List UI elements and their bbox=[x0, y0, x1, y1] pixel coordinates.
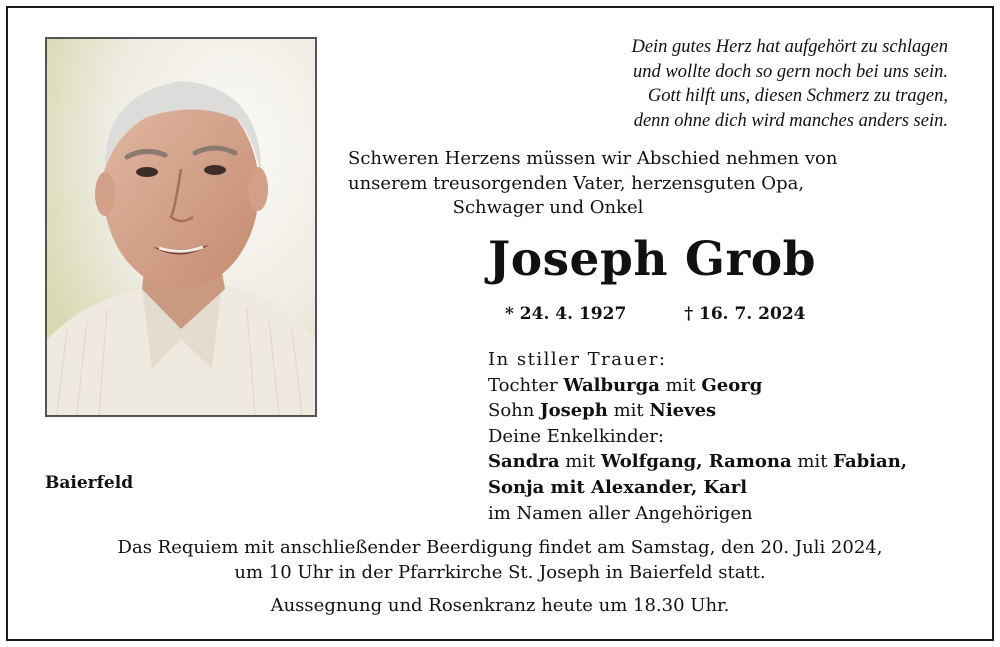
rosary-line: Aussegnung und Rosenkranz heute um 18.30 Uhr. bbox=[270, 595, 730, 616]
portrait-photo bbox=[45, 37, 317, 417]
mourner-line bbox=[488, 373, 907, 399]
life-dates bbox=[505, 304, 806, 324]
poem-line: Dein gutes Herz hat aufgehört zu schlagen bbox=[631, 37, 948, 57]
portrait-illustration bbox=[47, 39, 315, 415]
mourner-conjunction: mit bbox=[791, 451, 834, 473]
mourner-name: Fabian, bbox=[833, 451, 908, 473]
deceased-name: Joseph Grob bbox=[488, 232, 816, 287]
mourners-list bbox=[488, 347, 907, 526]
poem-line: Gott hilft uns, diesen Schmerz zu tragen, bbox=[647, 86, 948, 106]
funeral-line: um 10 Uhr in der Pfarrkirche St. Joseph in Baierfeld statt. bbox=[234, 561, 766, 583]
mourners-closing: im Namen aller Angehörigen bbox=[488, 502, 753, 524]
mourner-line bbox=[488, 475, 907, 501]
birth-date: * 24. 4. 1927 bbox=[505, 304, 627, 324]
poem-line: und wollte doch so gern noch bei uns sein. bbox=[633, 61, 948, 82]
announcement-intro bbox=[348, 147, 838, 221]
funeral-line: Das Requiem mit anschließender Beerdigung findet am Samstag, den 20. Juli 2024, bbox=[117, 537, 883, 558]
memorial-poem bbox=[631, 35, 948, 133]
death-date: † 16. 7. 2024 bbox=[684, 304, 806, 324]
mourner-conjunction: mit bbox=[559, 451, 601, 473]
mourner-name: Walburga bbox=[563, 374, 660, 396]
intro-line: Schweren Herzens müssen wir Abschied nehmen von bbox=[348, 148, 838, 169]
mourner-line bbox=[488, 398, 907, 424]
mourner-name: Sonja mit Alexander, Karl bbox=[488, 476, 748, 498]
poem-line: denn ohne dich wird manches anders sein. bbox=[633, 110, 948, 131]
mourner-relation: Sohn bbox=[488, 400, 541, 422]
intro-line: unserem treusorgenden Vater, herzensguten Opa, bbox=[348, 172, 805, 194]
mourner-name: Sandra bbox=[488, 451, 560, 473]
mourner-conjunction: mit bbox=[607, 400, 650, 422]
obituary-frame bbox=[6, 6, 994, 641]
place-name: Baierfeld bbox=[45, 473, 134, 493]
grandchildren-heading: Deine Enkelkinder: bbox=[488, 425, 664, 447]
mourner-name: Joseph bbox=[540, 400, 608, 422]
mourner-name: Wolfgang, Ramona bbox=[601, 451, 792, 473]
mourner-name: Nieves bbox=[649, 400, 717, 422]
mourner-relation: Tochter bbox=[488, 374, 564, 396]
mourner-line bbox=[488, 449, 907, 475]
funeral-details bbox=[8, 536, 992, 619]
mourner-name: Georg bbox=[701, 374, 763, 396]
mourners-heading: In stiller Trauer: bbox=[488, 349, 667, 370]
mourner-conjunction: mit bbox=[659, 374, 702, 396]
intro-line: Schwager und Onkel bbox=[452, 197, 644, 218]
